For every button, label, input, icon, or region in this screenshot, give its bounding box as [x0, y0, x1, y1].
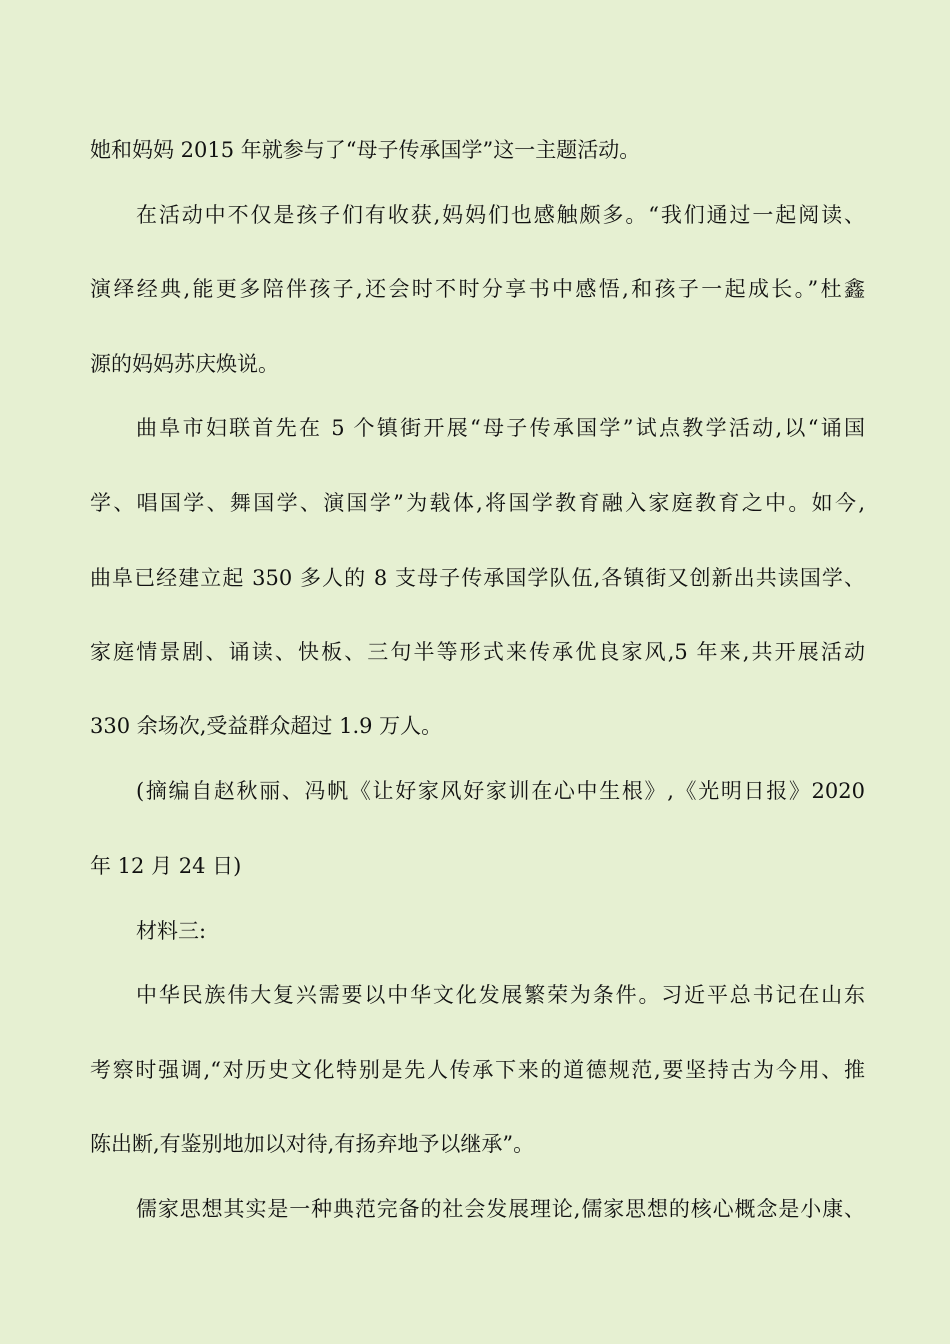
text-line-11: 年 12 月 24 日) — [90, 854, 242, 878]
text-line-3: 演绎经典,能更多陪伴孩子,还会时不时分享书中感悟,和孩子一起成长。”杜鑫 — [90, 277, 865, 301]
text-line-16: 儒家思想其实是一种典范完备的社会发展理论,儒家思想的核心概念是小康、 — [136, 1197, 865, 1221]
text-line-5: 曲阜市妇联首先在 5 个镇街开展“母子传承国学”试点教学活动,以“诵国 — [136, 416, 865, 440]
text-line-1: 她和妈妈 2015 年就参与了“母子传承国学”这一主题活动。 — [90, 138, 641, 162]
text-line-7: 曲阜已经建立起 350 多人的 8 支母子传承国学队伍,各镇街又创新出共读国学、 — [90, 566, 865, 590]
section-heading-material-three: 材料三: — [136, 919, 207, 943]
text-line-14: 考察时强调,“对历史文化特别是先人传承下来的道德规范,要坚持古为今用、推 — [90, 1058, 865, 1082]
text-line-9: 330 余场次,受益群众超过 1.9 万人。 — [90, 714, 443, 738]
text-line-6: 学、唱国学、舞国学、演国学”为载体,将国学教育融入家庭教育之中。如今, — [90, 491, 865, 515]
text-line-4: 源的妈妈苏庆焕说。 — [90, 352, 279, 376]
text-line-10: (摘编自赵秋丽、冯帆《让好家风好家训在心中生根》,《光明日报》2020 — [136, 779, 865, 803]
text-line-15: 陈出断,有鉴别地加以对待,有扬弃地予以继承”。 — [90, 1132, 535, 1156]
text-line-13: 中华民族伟大复兴需要以中华文化发展繁荣为条件。习近平总书记在山东 — [136, 983, 865, 1007]
text-line-8: 家庭情景剧、诵读、快板、三句半等形式来传承优良家风,5 年来,共开展活动 — [90, 640, 865, 664]
text-line-2: 在活动中不仅是孩子们有收获,妈妈们也感触颇多。“我们通过一起阅读、 — [136, 203, 865, 227]
